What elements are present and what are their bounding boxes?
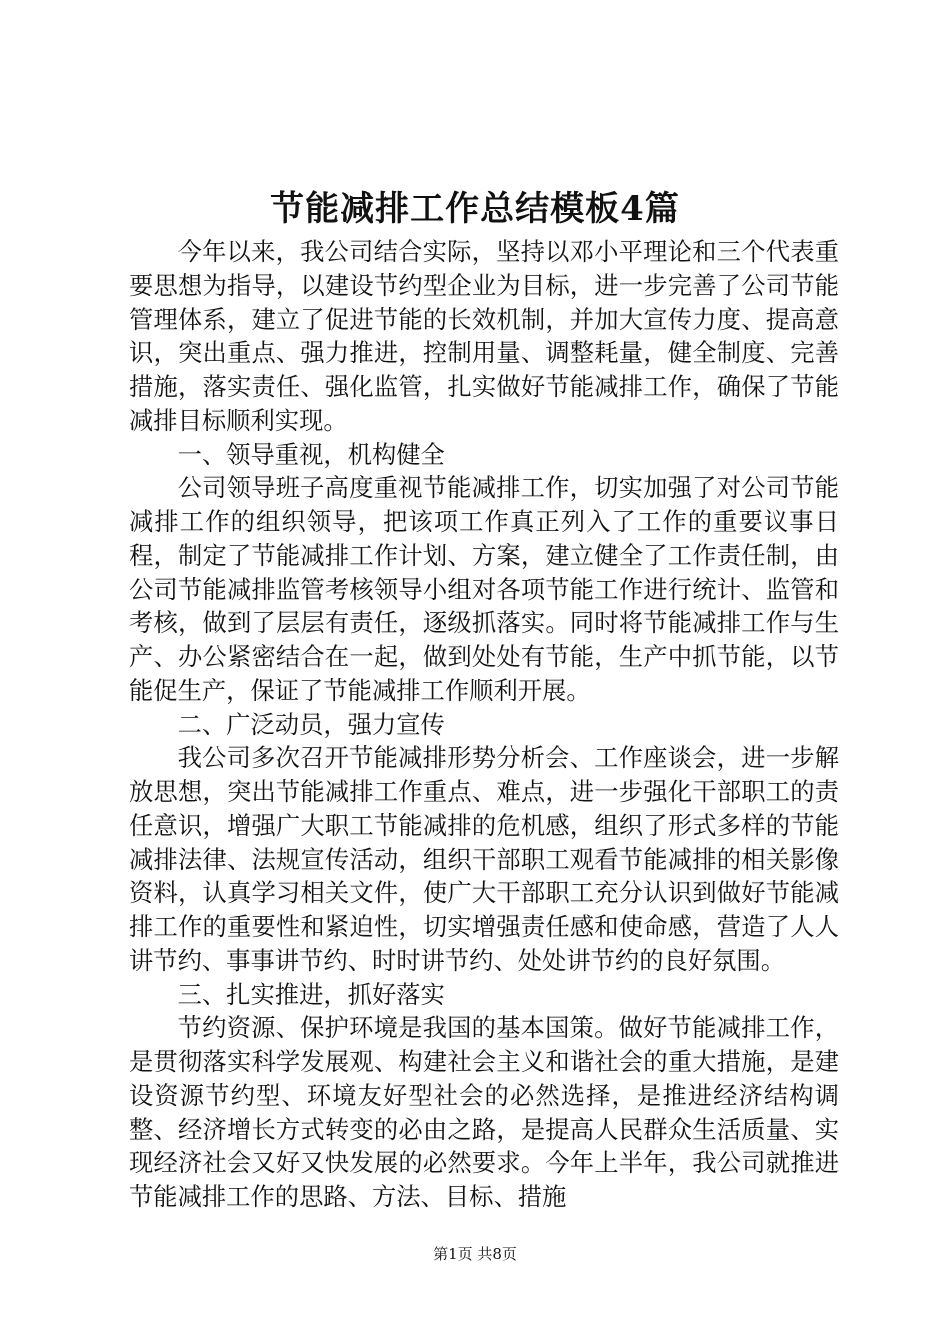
intro-paragraph: 今年以来，我公司结合实际，坚持以邓小平理论和三个代表重要思想为指导，以建设节约型企业为目标，进一步完善了公司节能管理体系，建立了促进节能的长效机制，并加大宣传力度、提高意识，突出重点、强力推进，控制用量、调整耗量，健全制度、完善措施，落实责任、强化监管，扎实做好节能减排工作，确保了节能减排目标顺利实现。 <box>129 237 839 435</box>
section-paragraph-3: 节约资源、保护环境是我国的基本国策。做好节能减排工作，是贯彻落实科学发展观、构建社会主义和谐社会的重大措施，是建设资源节约型、环境友好型社会的必然选择，是推进经济结构调整、经济增长方式转变的必由之路，是提高人民群众生活质量、实现经济社会又好又快发展的必然要求。今年上半年，我公司就推进节能减排工作的思路、方法、目标、措施 <box>129 1013 839 1211</box>
section-heading-1: 一、领导重视，机构健全 <box>177 439 445 469</box>
section-heading-3: 三、扎实推进，抓好落实 <box>177 979 445 1009</box>
document-title: 节能减排工作总结模板4篇 <box>270 189 680 229</box>
page-number-footer: 第1页 共8页 <box>433 1245 517 1263</box>
section-paragraph-2: 我公司多次召开节能减排形势分析会、工作座谈会，进一步解放思想，突出节能减排工作重点、难点，进一步强化干部职工的责任意识，增强广大职工节能减排的危机感，组织了形式多样的节能减排法律、法规宣传活动，组织干部职工观看节能减排的相关影像资料，认真学习相关文件，使广大干部职工充分认识到做好节能减排工作的重要性和紧迫性，切实增强责任感和使命感，营造了人人讲节约、事事讲节约、时时讲节约、处处讲节约的良好氛围。 <box>129 743 839 975</box>
document-body <box>129 235 839 1214</box>
section-paragraph-1: 公司领导班子高度重视节能减排工作，切实加强了对公司节能减排工作的组织领导，把该项工作真正列入了工作的重要议事日程，制定了节能减排工作计划、方案，建立健全了工作责任制，由公司节能减排监管考核领导小组对各项节能工作进行统计、监管和考核，做到了层层有责任，逐级抓落实。同时将节能减排工作与生产、办公紧密结合在一起，做到处处有节能，生产中抓节能，以节能促生产，保证了节能减排工作顺利开展。 <box>129 473 839 705</box>
section-heading-2: 二、广泛动员，强力宣传 <box>177 709 445 739</box>
